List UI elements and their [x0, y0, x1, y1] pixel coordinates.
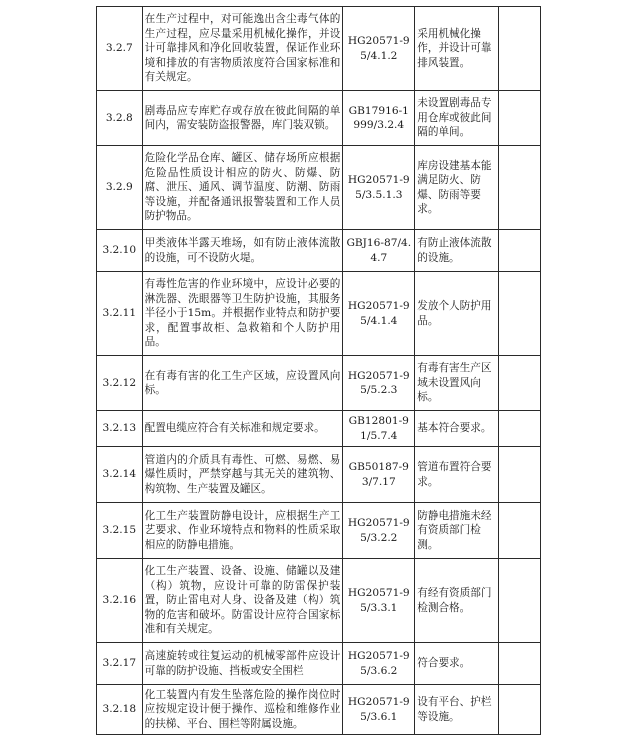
check-result: 基本符合要求。 [415, 411, 499, 447]
standard-basis: GB12801-91/5.7.4 [343, 411, 415, 447]
requirement-text: 剧毒品应专库贮存或存放在彼此间隔的单间内，需安装防盗报警器，库门装双锁。 [142, 91, 343, 146]
check-result: 库房设建基本能满足防火、防爆、防雨等要求。 [415, 146, 499, 230]
check-result: 有经有资质部门检测合格。 [415, 559, 499, 643]
remark-cell [499, 146, 541, 230]
safety-checklist-table [96, 6, 541, 735]
item-number: 3.2.17 [97, 643, 143, 685]
check-result: 设有平台、护栏等设施。 [415, 685, 499, 735]
check-result: 有毒有害生产区域未设置风向标。 [415, 356, 499, 411]
check-result: 管道布置符合要求。 [415, 447, 499, 503]
remark-cell [499, 559, 541, 643]
table-row [97, 503, 541, 559]
table-row [97, 411, 541, 447]
table-row [97, 447, 541, 503]
standard-basis: HG20571-95/3.3.1 [343, 559, 415, 643]
remark-cell [499, 91, 541, 146]
item-number: 3.2.8 [97, 91, 143, 146]
check-result: 有防止液体流散的设施。 [415, 230, 499, 272]
item-number: 3.2.13 [97, 411, 143, 447]
item-number: 3.2.14 [97, 447, 143, 503]
table-row [97, 272, 541, 356]
check-result: 符合要求。 [415, 643, 499, 685]
remark-cell [499, 411, 541, 447]
remark-cell [499, 447, 541, 503]
table-row [97, 146, 541, 230]
requirement-text: 高速旋转或往复运动的机械零部件应设计可靠的防护设施、挡板或安全围栏 [142, 643, 343, 685]
remark-cell [499, 356, 541, 411]
table-row [97, 356, 541, 411]
remark-cell [499, 503, 541, 559]
requirement-text: 配置电缆应符合有关标准和规定要求。 [142, 411, 343, 447]
standard-basis: HG20571-95/3.6.1 [343, 685, 415, 735]
standard-basis: GB50187-93/7.17 [343, 447, 415, 503]
item-number: 3.2.18 [97, 685, 143, 735]
check-result: 防静电措施未经有资质部门检测。 [415, 503, 499, 559]
table-row [97, 7, 541, 91]
requirement-text: 化工装置内有发生坠落危险的操作岗位时应按规定设计便于操作、巡检和维修作业的扶梯、平台、围栏等附属设施。 [142, 685, 343, 735]
requirement-text: 甲类液体半露天堆场，如有防止液体流散的设施，可不设防火堤。 [142, 230, 343, 272]
table-row [97, 559, 541, 643]
check-result: 发放个人防护用品。 [415, 272, 499, 356]
table-row [97, 643, 541, 685]
requirement-text: 危险化学品仓库、罐区、储存场所应根据危险品性质设计相应的防火、防爆、防腐、泄压、通风、调节温度、防潮、防雨等设施，并配备通讯报警装置和工作人员防护物品。 [142, 146, 343, 230]
standard-basis: HG20571-95/5.2.3 [343, 356, 415, 411]
item-number: 3.2.11 [97, 272, 143, 356]
table-row [97, 685, 541, 735]
requirement-text: 在有毒有害的化工生产区域，应设置风向标。 [142, 356, 343, 411]
item-number: 3.2.9 [97, 146, 143, 230]
table-row [97, 91, 541, 146]
standard-basis: HG20571-95/3.6.2 [343, 643, 415, 685]
requirement-text: 在生产过程中，对可能逸出含尘毒气体的生产过程，应尽量采用机械化操作，并设计可靠排风和净化回收装置，保证作业环境和排放的有害物质浓度符合国家标准和有关规定。 [142, 7, 343, 91]
remark-cell [499, 643, 541, 685]
item-number: 3.2.16 [97, 559, 143, 643]
remark-cell [499, 272, 541, 356]
checklist-rows [97, 7, 541, 735]
requirement-text: 化工生产装置防静电设计，应根据生产工艺要求、作业环境特点和物料的性质采取相应的防静电措施。 [142, 503, 343, 559]
standard-basis: HG20571-95/3.5.1.3 [343, 146, 415, 230]
requirement-text: 化工生产装置、设备、设施、储罐以及建（构）筑物，应设计可靠的防雷保护装置，防止雷电对人身、设备及建（构）筑物的危害和破坏。防雷设计应符合国家标准和有关规定。 [142, 559, 343, 643]
item-number: 3.2.12 [97, 356, 143, 411]
standard-basis: GBJ16-87/4.4.7 [343, 230, 415, 272]
standard-basis: GB17916-1999/3.2.4 [343, 91, 415, 146]
standard-basis: HG20571-95/4.1.2 [343, 7, 415, 91]
item-number: 3.2.10 [97, 230, 143, 272]
standard-basis: HG20571-95/3.2.2 [343, 503, 415, 559]
check-result: 未设置剧毒品专用仓库或彼此间隔的单间。 [415, 91, 499, 146]
remark-cell [499, 230, 541, 272]
remark-cell [499, 685, 541, 735]
remark-cell [499, 7, 541, 91]
standard-basis: HG20571-95/4.1.4 [343, 272, 415, 356]
check-result: 采用机械化操作，并设计可靠排风装置。 [415, 7, 499, 91]
requirement-text: 有毒性危害的作业环境中，应设计必要的淋洗器、洗眼器等卫生防护设施，其服务半径小于15m。并根据作业特点和防护要求，配置事故柜、急救箱和个人防护用品。 [142, 272, 343, 356]
item-number: 3.2.7 [97, 7, 143, 91]
item-number: 3.2.15 [97, 503, 143, 559]
requirement-text: 管道内的介质具有毒性、可燃、易燃、易爆性质时，严禁穿越与其无关的建筑物、构筑物、生产装置及罐区。 [142, 447, 343, 503]
table-row [97, 230, 541, 272]
